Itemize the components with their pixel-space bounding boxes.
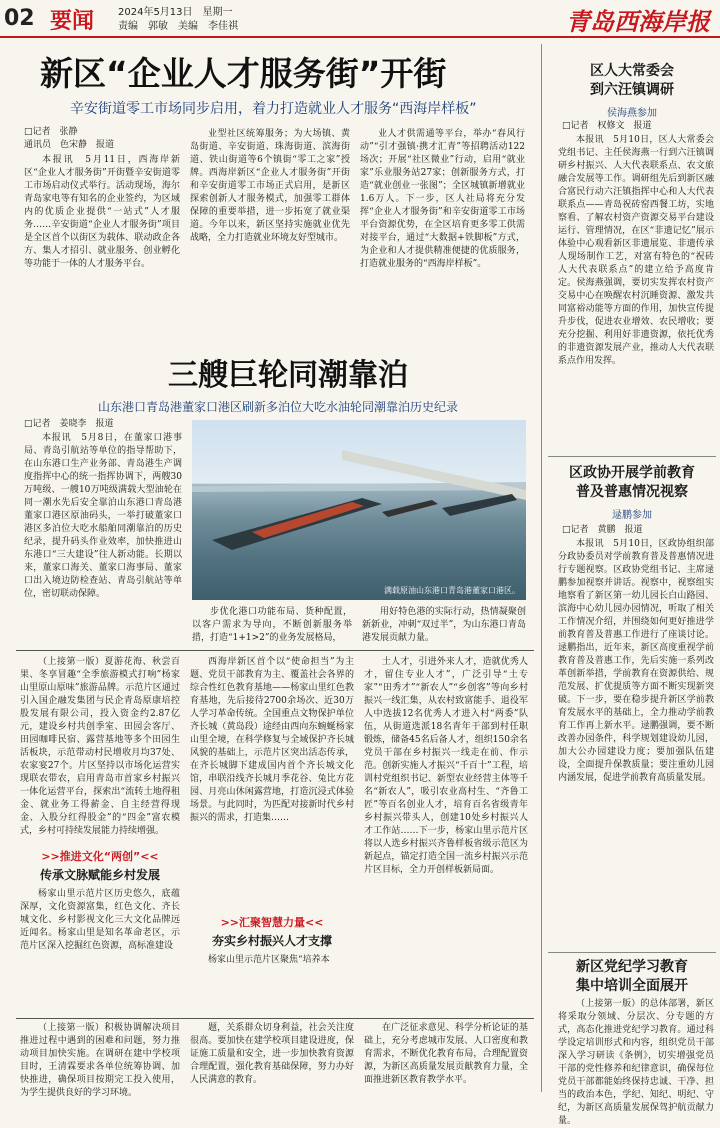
side-divider-1: [548, 456, 716, 457]
kicker-talent-title: 夯实乡村振兴人才支撑: [211, 934, 332, 948]
ships-col-2-text: 步优化港口功能布局、货种配置，以客户需求为导向，不断创新服务举措，打造“1+1>2”的业务发展格局，: [192, 607, 352, 643]
bottom-col-2b-text: 杨家山里示范片区聚焦“培养本: [208, 955, 330, 965]
bottom-col-2-text: 西海岸新区首个以“使命担当”为主题、党员干部教育为主、覆盖社会各界的综合性红色教育基地——杨家山里红色教育基地，先后接待2700余场次、近30万人学习革命传统。全国重点文物保护单位齐长城（黄岛段）途经由西向东蜿蜒杨家山里全境，在科学修复与全域保护齐长城风貌的基础上，示范片区突出活态传承，在齐长城脚下建成国内首个齐长城文化馆，串联沿线齐长城月季花谷、兔比方花园、月亮山休闲露营地，打造沉浸式体验场景。与此同时，为匹配对接新时代乡村振兴的需求，打造集……: [190, 657, 354, 823]
photo-caption: 满载原油山东港口青岛港董家口港区。: [384, 586, 520, 595]
ships-title: 三艘巨轮同潮靠泊: [168, 358, 408, 393]
jetty: [342, 450, 526, 500]
ships-col-3: [362, 606, 526, 648]
tanker-photo: [192, 420, 526, 600]
side1-byline: □记者 权修文 报道: [562, 121, 652, 131]
bottom-col-1: [20, 656, 180, 842]
lead-col-3: [360, 128, 525, 340]
section-divider: [16, 650, 534, 651]
kicker-culture-title: 传承文脉赋能乡村发展: [39, 868, 160, 882]
tanker-deck-1: [252, 502, 364, 538]
bottom-col-2: [190, 656, 354, 906]
tanker-photo-art: [192, 420, 526, 600]
bottom-col-2b: [190, 954, 354, 1014]
side3-body: [558, 998, 714, 1126]
side2-byline: □记者 黄鹏 报道: [562, 525, 643, 535]
sidebar-separator: [541, 44, 542, 1092]
lead-byline-reporter: □记者 张静: [24, 127, 78, 137]
lead-col-1: [24, 154, 180, 340]
lead-col-2: [190, 128, 350, 340]
ships-col-1-text: 本报讯 5月8日，在董家口港事局、青岛引航站等单位的指导帮助下，在山东港口生产业务部、青岛港生产调度指挥中心的统一指挥协调下，两艘30万吨级、一艘10万吨级满载大型油轮在同一潮水先后安全靠泊山东港口青岛港董家口港区原油码头，一举打破董家口港区多泊位大吃水船舶同潮靠泊的历史纪录，提升码头作业效率，加快推进山东港口“三大建设”往人新动能。长期以来，董家口海关、董家口海事局、董家口出入境边防检查站、青岛引航站等单位，密切联动保障。: [24, 433, 182, 599]
lower-divider: [16, 1018, 534, 1019]
ships-col-3-text: 用好特色港的实际行动，热情凝聚创新新业，冲刺“双过半”，为山东港口青岛港发展贡献力量。: [362, 607, 526, 643]
lead-col-1-text: 本报讯 5月11日，西海岸新区“企业人才服务街”开街暨辛安街道零工市场启动仪式举行。活动现场，海尔青岛家电等有知名的企业签约，为区域内的优质企业提供“一站式”人才服务……辛安街道“企业人才服务街”项目是全区首个以街区为载体、联动政企各方、集人才招引、就业服务、创业孵化等功能于一体的人才服务平台。: [24, 155, 180, 269]
lead-title: 新区“企业人才服务街”开街: [40, 54, 447, 93]
side1-body: [558, 134, 714, 448]
lead-col-3-text: 业人才供需通等平台，举办“春风行动”“引才强镇·携才汇青”等招聘活动122场次；开展“社区微业”行动，启用“就业家”乐业服务站27家；创新服务方式，打造“就业创业一张图”；全区城镇新增就业1.6万人。下一步，区人社局将充分发挥“企业人才服务街”和辛安街道零工市场平台资源优势，在全区培育更多零工供需对接平台，通过“大数据+铁脚板”方式，为企业和人才提供精准便捷的优质服务，打造就业服务的“西海岸样板”。: [360, 129, 525, 269]
side-divider-2: [548, 952, 716, 953]
tanker-hull-2: [442, 494, 517, 516]
kicker-talent: >>汇聚智慧力量<<: [220, 916, 324, 929]
side3-title: [548, 958, 716, 996]
header-rule: [0, 36, 720, 38]
lead-subtitle: 辛安街道零工市场同步启用，着力打造就业人才服务“西海岸样板”: [70, 101, 477, 117]
issue-date: 2024年5月13日 星期一: [118, 7, 233, 18]
side2-title-line1: 区政协开展学前教育: [569, 465, 695, 481]
side1-title-line2: 到六汪镇调研: [590, 82, 674, 98]
bottom-col-3-text: 土人才，引进外来人才，造就优秀人才，留住专业人才”，广泛引导“土专家”“田秀才”“新农人”“乡创客”等向乡村振兴一线汇集，从农村致富能手、退役军人中选拔12名优秀人才进入村“两委”队伍，从街道选派18名青年干部到村任职锻炼，储备45名后备人才，组织150余名党员干部在乡村振兴一线走在前、作示范。创新实施人才振兴“千百十”工程，培训村党组织书记、新型农业经营主体等千名“新农人”，吸引农业高村生、“齐鲁工匠”等百名创业人才，培育百名省级青年乡村振兴带头人，创建10处乡村振兴人才工作站……下一步，杨家山里示范片区将以人选乡村振兴齐鲁样板省级示范区为新起点，锚定打造全国一流乡村振兴示范片区目标，全力开创样板新局面。: [364, 657, 528, 875]
bottom-col-3: [364, 656, 528, 1014]
ships-col-2: [192, 606, 352, 648]
side2-body-text: 本报讯 5月10日，区政协组织部分政协委员对学前教育普及普惠情况进行专题视察。区政协党组书记、主席逯鹏参加视察并讲话。视察中，视察组实地察看了新区第一幼儿园长白山路园、滨海中心幼儿园办园情况，听取了相关工作情况介绍，并围绕如何更好推进学前教育普及普惠工作进行了座谈讨论。逯鹏指出，近年来，新区高度重视学前教育普及普惠工作，先后实施一系列改革创新举措，学前教育在资源供给、规范发展、扩优提质等方面不断实现新突破。下一步，要在稳步提升新区学前教育发展水平的基础上，全力推动学前教育工作再上新水平。逯鹏强调，要不断改善办园条件，科学规划建设幼儿园，加大公办园建设力度；要加强队伍建设，全面提升保教质量；要注重幼儿园内涵发展，促进学前教育高质量发展。: [558, 539, 714, 783]
page-number: 02: [4, 6, 35, 31]
lower-col-1-text: （上接第一版）积极协调解决项目推进过程中遇到的困难和问题，努力推动项目加快实施。在调研在建中学校项目时，王清霖要求各单位统筹协调、加快推进，确保项目按期完工投入使用，为学生提供良好的学习环境。: [20, 1023, 180, 1098]
lead-col-2-text: 业型社区统筹服务；为大场镇、黄岛街道、辛安街道、珠海街道、滨海街道、铁山街道等6个镇街“零工之家”授牌。西海岸新区“企业人才服务街”开街和辛安街道零工市场正式启用，是新区探索创新人才服务模式，加强零工群体保障的重要举措，进一步拓宽了就业渠道。今年以来，新区坚持实施就业优先战略，全力打造就业环境友好型城市。: [190, 129, 350, 243]
editors-line: 责编 郭敏 美编 李佳祺: [118, 21, 238, 32]
side3-title-line1: 新区党纪学习教育: [576, 959, 688, 975]
side1-title: [548, 62, 716, 100]
tanker-hull-3: [382, 500, 438, 517]
newspaper-logo: 青岛西海岸报: [566, 7, 710, 36]
ships-byline: □记者 姜晓李 报道: [24, 419, 114, 429]
bottom-col-1b-text: 杨家山里示范片区历史悠久，底蕴深厚，文化资源富集，红色文化、齐长城文化、乡村影视文化三大文化品牌远近闻名。杨家山里是知名革命老区，示范片区深入挖掘红色资源，高标准建设: [20, 889, 180, 951]
side2-title: [548, 464, 716, 502]
side2-title-line2: 普及普惠情况视察: [576, 484, 688, 500]
side1-subtitle: 侯海燕参加: [607, 108, 657, 119]
side1-title-line1: 区人大常委会: [590, 63, 674, 79]
side2-body: [558, 538, 714, 946]
side2-subtitle: 逯鹏参加: [612, 510, 652, 521]
lower-col-3: [364, 1022, 528, 1092]
ships-col-1: [24, 432, 182, 648]
kicker-culture: >>推进文化“两创”<<: [41, 850, 159, 863]
lower-col-1: [20, 1022, 180, 1098]
lead-byline-correspondent: 通讯员 色宋静 报道: [24, 140, 115, 150]
lower-col-2-text: 题，关系群众切身利益，社会关注度很高。要加快在建学校项目建设进度，保证施工质量和安全，进一步加快教育资源合理配置，强化教育基础保障，努力办好人民满意的教育。: [190, 1023, 354, 1085]
header-meta: [118, 6, 238, 34]
section-name: 要闻: [50, 9, 95, 34]
side3-title-line2: 集中培训全面展开: [576, 978, 688, 994]
lead-byline: [24, 126, 174, 152]
lower-col-3-text: 在广泛征求意见、科学分析论证的基础上，充分考虑城市发展、人口密度和教育需求，不断优化教育布局，合理配置资源，为新区高质量发展贡献教育力量，全面推进新区教育教学水平。: [364, 1023, 528, 1085]
lower-col-2: [190, 1022, 354, 1092]
bottom-col-1b: [20, 888, 180, 1014]
ships-subtitle: 山东港口青岛港董家口港区刷新多泊位大吃水油轮同潮靠泊历史纪录: [98, 400, 459, 414]
side1-body-text: 本报讯 5月10日，区人大常委会党组书记、主任侯海燕一行到六汪镇调研乡村振兴、人大代表联系点、农文旅融合发展等工作。调研组先后到新区融合富民行动六汪镇指挥中心和人大代表联系点——青岛祝砖窑西餐工坊，实地察看、了解农村资产资源交易平台建设运行、管理情况，在区“非遗记忆”展示体验中心观看新区非遗展览、非遗传承人现场制作工艺，对富有特色的“祝砖人大代表联系点”的建立给予高度肯定。侯海燕强调，要切实发挥农村资产交易中心在唤醒农村沉睡资源、激发共同富裕动能等方面的作用，加快宣传提升步伐，促进农业增效、农民增收；要充分挖掘、利用好非遗资源，依托优秀的非遗资源发展产业，推动人大代表联系点作用发挥。: [558, 135, 714, 366]
side3-body-text: （上接第一版）的总体部署，新区将采取分领域、分层次、分专题的方式，高态化推进党纪学习教育。通过科学设定培训形式和内容，组织党员干部深入学习研读《条例》，切实增强党员干部的党性修养和纪律意识，确保每位党员干部都能始终保持忠诚、干净、担当的政治本色，学纪、知纪、明纪、守纪，为新区高质量发展保驾护航贡献力量。: [558, 999, 714, 1126]
bottom-col-1-text: （上接第一版）夏游花海、秋尝百果、冬享冒趣“全季旅游模式打响”杨家山里原山原味”旅游品牌。示范片区通过引入国企融发集团与民企青岛原康培控股发展有限公司，投入资金约2.87亿元，建设乡村共创季室、田园会客厅、田园咖啡民宿、露营基地等多个田园生活板块，示范带动村民增收月均37处、农家宴27个。片区坚持以市场化运营实现联农带农，启用青岛市首家乡村振兴一体化运营平台，探索出“流转土地得租金、就业务工得薪金、自主经营得现金、入股分红得股金”的“四金”富农模式，乡村可持续发展能力持续增强。: [20, 657, 180, 836]
